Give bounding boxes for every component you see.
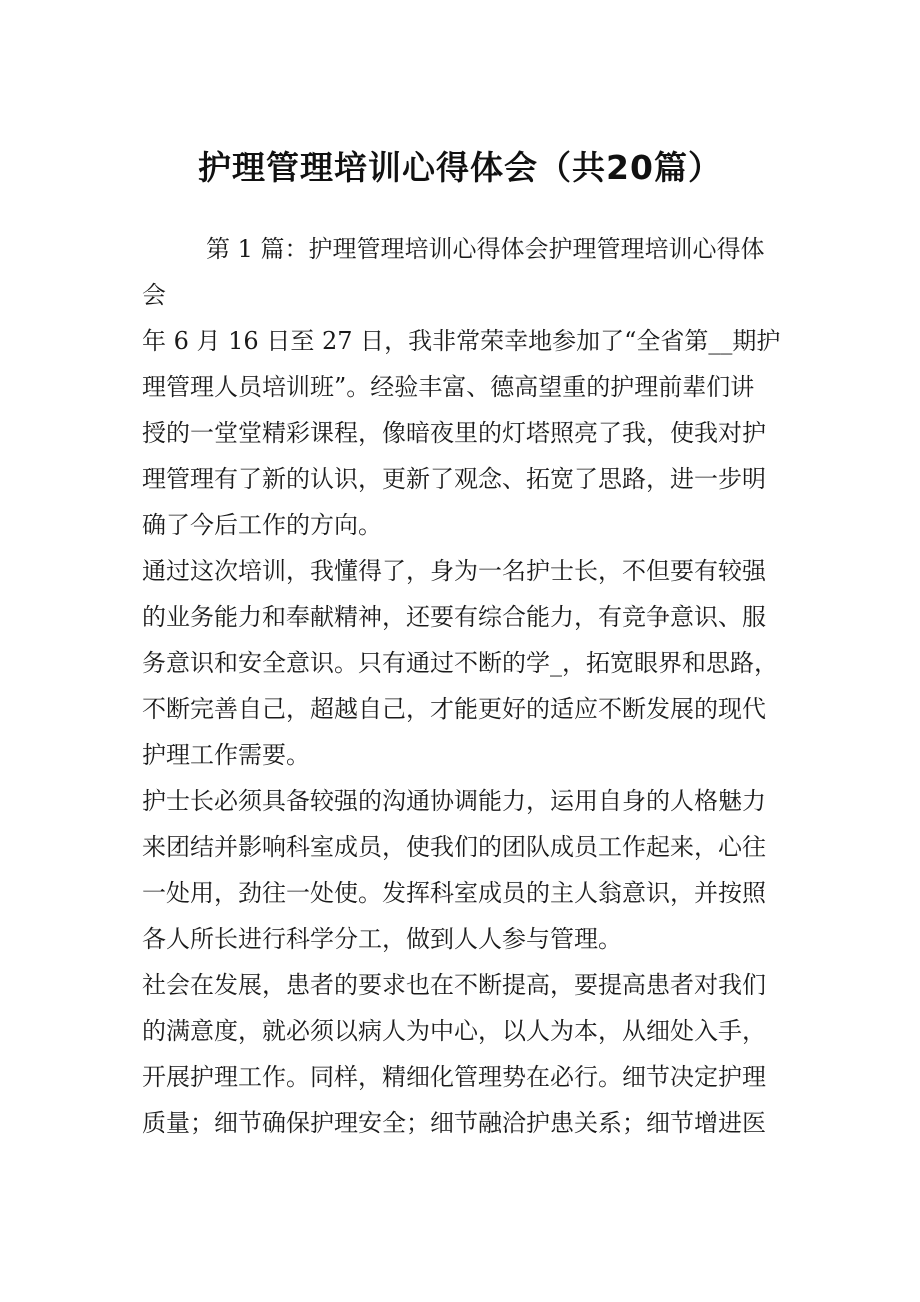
text-line: 第 1 篇：护理管理培训心得体会护理管理培训心得体 bbox=[206, 235, 765, 263]
paragraph-4 bbox=[142, 778, 782, 962]
text-line: 各人所长进行科学分工，做到人人参与管理。 bbox=[142, 925, 622, 953]
text-line: 一处用，劲往一处使。发挥科室成员的主人翁意识，并按照 bbox=[142, 879, 766, 907]
text-line: 通过这次培训，我懂得了，身为一名护士长，不但要有较强 bbox=[142, 557, 766, 585]
text-line: 会 bbox=[142, 281, 166, 309]
text-line: 的业务能力和奉献精神，还要有综合能力，有竞争意识、服 bbox=[142, 603, 766, 631]
text-line: 护理工作需要。 bbox=[142, 741, 310, 769]
text-line: 不断完善自己，超越自己，才能更好的适应不断发展的现代 bbox=[142, 695, 766, 723]
text-line: 护士长必须具备较强的沟通协调能力，运用自身的人格魅力 bbox=[142, 787, 766, 815]
text-line: 社会在发展，患者的要求也在不断提高，要提高患者对我们 bbox=[142, 971, 766, 999]
paragraph-1 bbox=[142, 226, 782, 318]
text-line: 质量；细节确保护理安全；细节融洽护患关系；细节增进医 bbox=[142, 1109, 766, 1137]
text-line: 授的一堂堂精彩课程，像暗夜里的灯塔照亮了我，使我对护 bbox=[142, 419, 766, 447]
text-line: 来团结并影响科室成员，使我们的团队成员工作起来，心往 bbox=[142, 833, 766, 861]
text-line: 务意识和安全意识。只有通过不断的学_，拓宽眼界和思路， bbox=[142, 649, 778, 677]
document-title: 护理管理培训心得体会（共20篇） bbox=[198, 148, 722, 187]
text-line: 确了今后工作的方向。 bbox=[142, 511, 382, 539]
paragraph-5 bbox=[142, 962, 782, 1146]
paragraph-2 bbox=[142, 318, 782, 548]
document-body bbox=[142, 226, 782, 1146]
text-line: 开展护理工作。同样，精细化管理势在必行。细节决定护理 bbox=[142, 1063, 766, 1091]
text-line: 年 6 月 16 日至 27 日，我非常荣幸地参加了“全省第__期护 bbox=[142, 327, 781, 355]
paragraph-3 bbox=[142, 548, 782, 778]
text-line: 理管理有了新的认识，更新了观念、拓宽了思路，进一步明 bbox=[142, 465, 766, 493]
text-line: 的满意度，就必须以病人为中心，以人为本，从细处入手， bbox=[142, 1017, 766, 1045]
text-line: 理管理人员培训班”。经验丰富、德高望重的护理前辈们讲 bbox=[142, 373, 755, 401]
